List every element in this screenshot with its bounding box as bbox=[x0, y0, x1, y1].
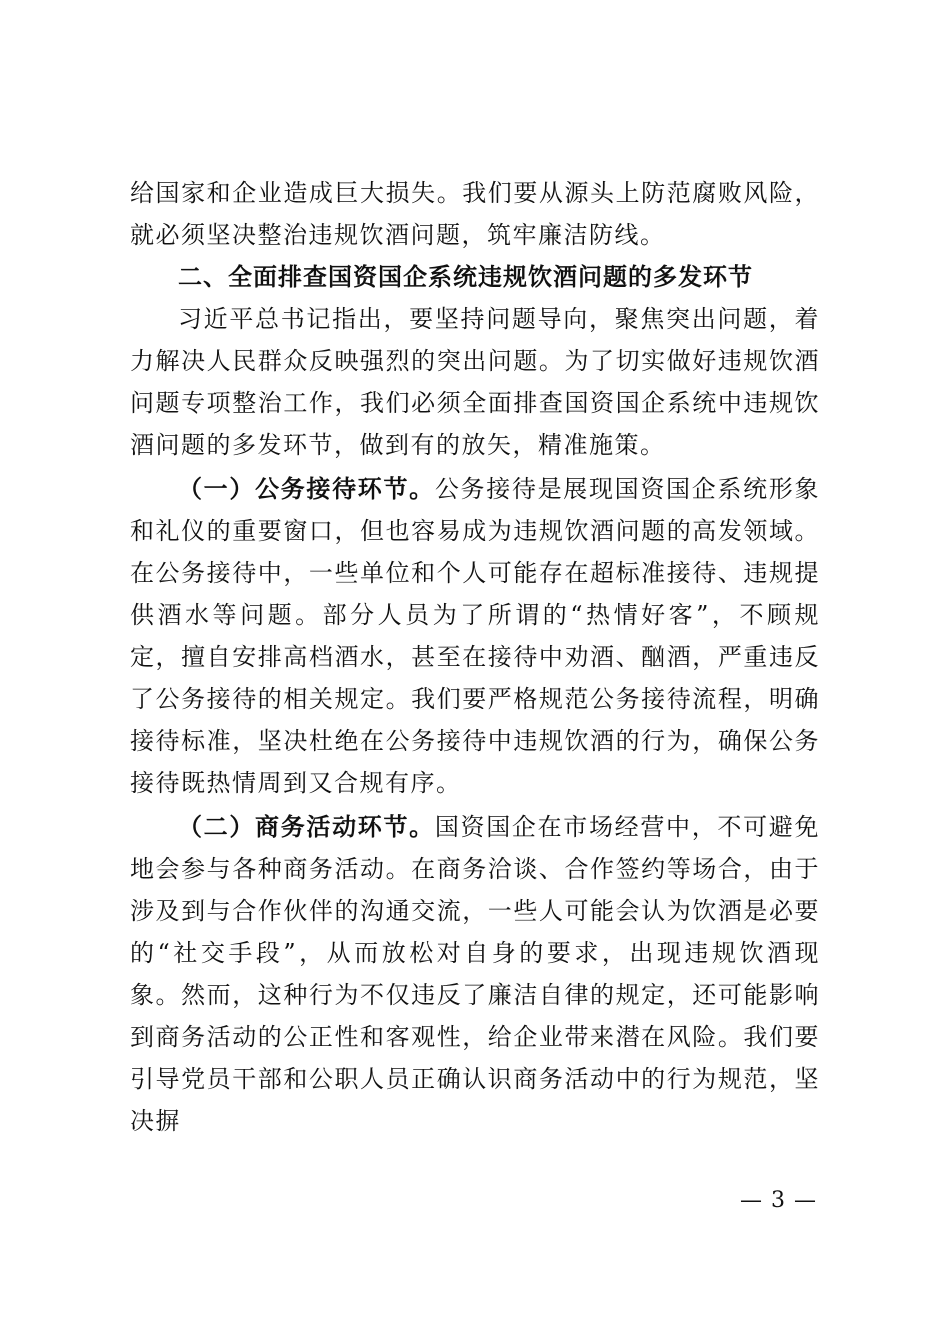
paragraph-continuation: 给国家和企业造成巨大损失。我们要从源头上防范腐败风险，就必须坚决整治违规饮酒问题，筑牢廉洁防线。 bbox=[130, 179, 820, 249]
page-number: — 3 — bbox=[740, 1188, 817, 1213]
paragraph-intro: 习近平总书记指出，要坚持问题导向，聚焦突出问题，着力解决人民群众反映强烈的突出问题。为了切实做好违规饮酒问题专项整治工作，我们必须全面排查国资国企系统中违规饮酒问题的多发环节，做到有的放矢，精准施策。 bbox=[130, 305, 820, 459]
subsection-paragraph-business-activities bbox=[130, 806, 820, 1142]
subsection-paragraph-official-reception bbox=[130, 468, 820, 804]
subsection-lead-official-reception: （一）公务接待环节。 bbox=[178, 474, 435, 503]
subsection-text-business-activities: 国资国企在市场经营中，不可避免地会参与各种商务活动。在商务洽谈、合作签约等场合，由于涉及到与合作伙伴的沟通交流，一些人可能会认为饮酒是必要的“社交手段”，从而放松对自身的要求，出现违规饮酒现象。然而，这种行为不仅违反了廉洁自律的规定，还可能影响到商务活动的公正性和客观性，给企业带来潜在风险。我们要引导党员干部和公职人员正确认识商务活动中的行为规范，坚决摒 bbox=[130, 813, 820, 1135]
document-body bbox=[130, 172, 820, 1142]
section-heading: 二、全面排查国资国企系统违规饮酒问题的多发环节 bbox=[178, 263, 753, 291]
subsection-lead-business-activities: （二）商务活动环节。 bbox=[178, 812, 435, 841]
subsection-text-official-reception: 公务接待是展现国资国企系统形象和礼仪的重要窗口，但也容易成为违规饮酒问题的高发领域。在公务接待中，一些单位和个人可能存在超标准接待、违规提供酒水等问题。部分人员为了所谓的“热情好客”，不顾规定，擅自安排高档酒水，甚至在接待中劝酒、酗酒，严重违反了公务接待的相关规定。我们要严格规范公务接待流程，明确接待标准，坚决杜绝在公务接待中违规饮酒的行为，确保公务接待既热情周到又合规有序。 bbox=[130, 475, 820, 797]
